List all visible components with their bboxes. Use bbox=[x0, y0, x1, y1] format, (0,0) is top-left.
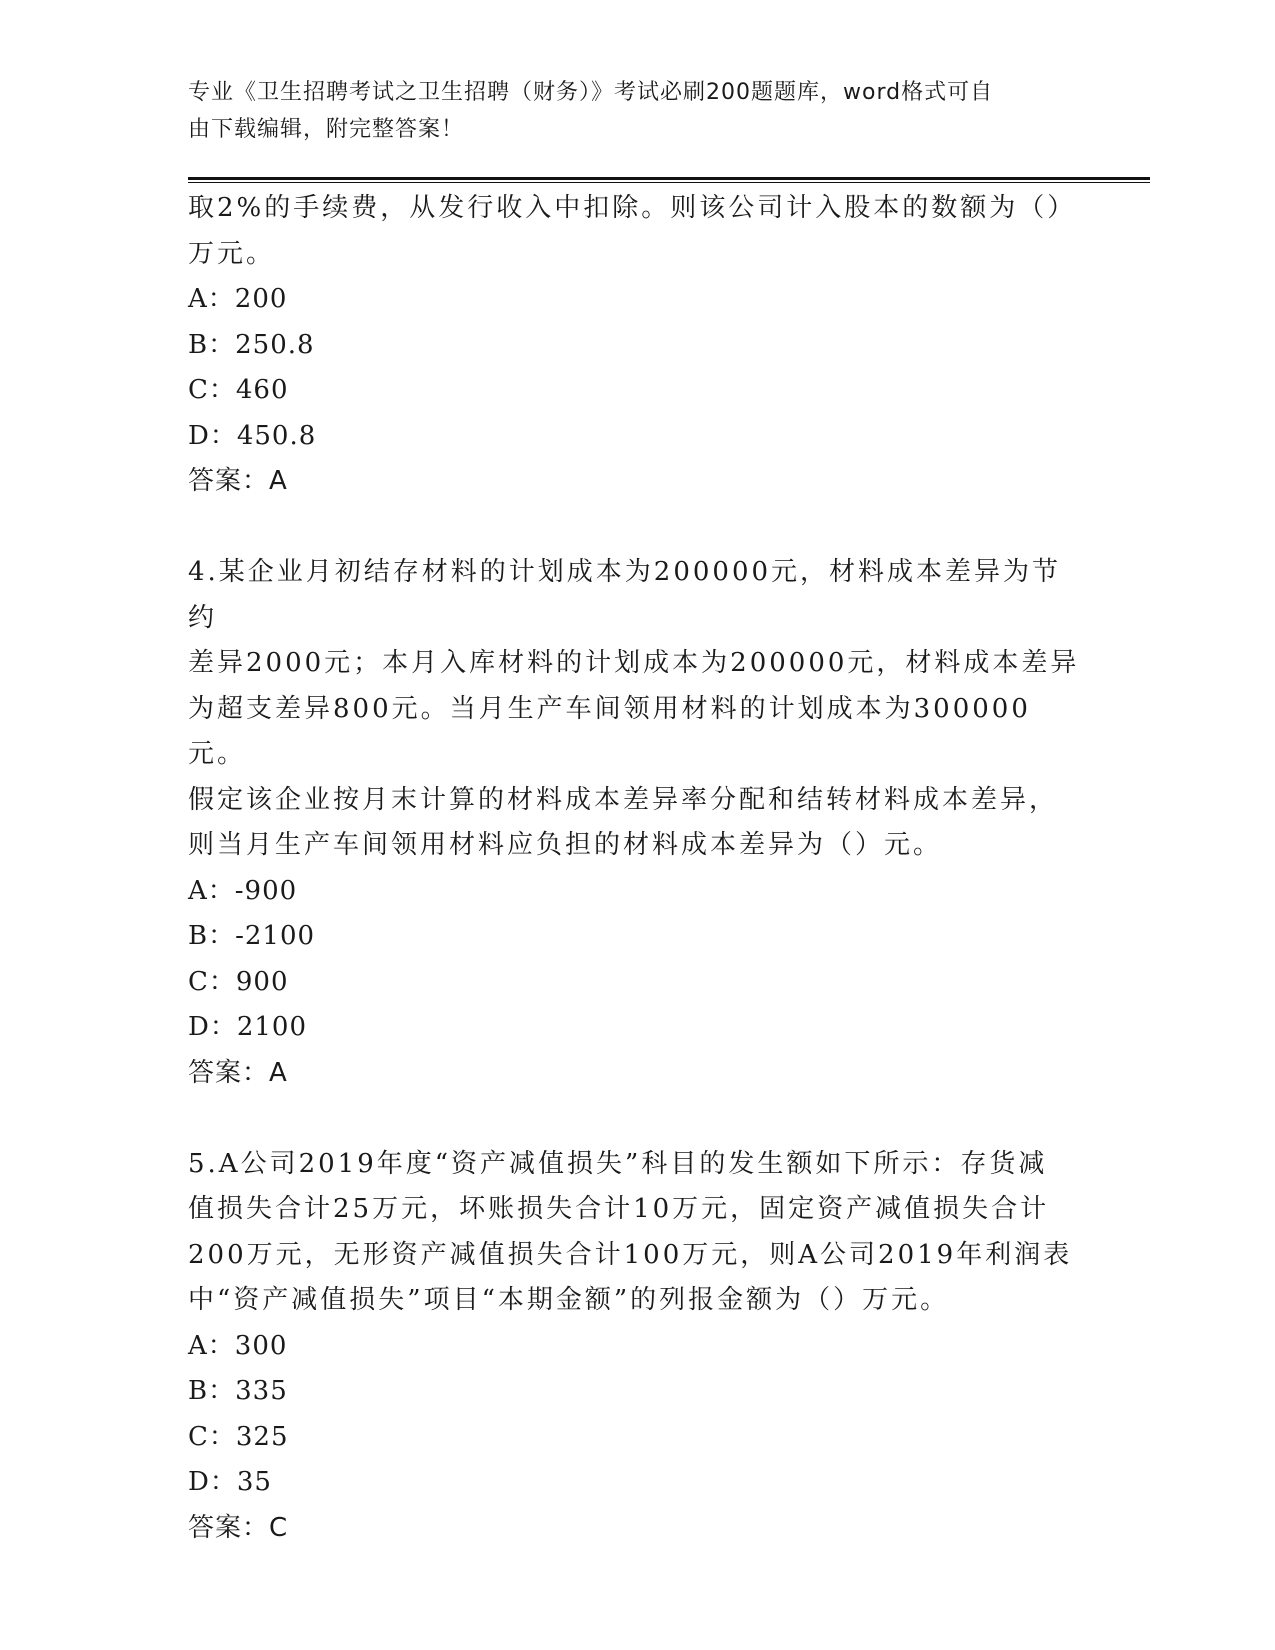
question-4 bbox=[188, 550, 1088, 1095]
option-b: B：-2100 bbox=[188, 921, 316, 951]
question-text-line: 假定该企业按月末计算的材料成本差异率分配和结转材料成本差异， bbox=[188, 784, 1059, 815]
header-divider-thin bbox=[188, 182, 1150, 183]
question-text-line: 5.A公司2019年度“资产减值损失”科目的发生额如下所示：存货减 bbox=[188, 1148, 1048, 1179]
question-list bbox=[188, 186, 1088, 1550]
question-text-line: 差异2000元；本月入库材料的计划成本为200000元，材料成本差异 bbox=[188, 648, 1080, 678]
option-d: D：35 bbox=[188, 1467, 272, 1497]
question-text-line: 200万元，无形资产减值损失合计100万元，则A公司2019年利润表 bbox=[188, 1239, 1073, 1270]
answer: 答案：A bbox=[188, 466, 288, 496]
option-a: A：200 bbox=[188, 284, 288, 314]
answer: 答案：C bbox=[188, 1512, 289, 1543]
option-a: A：-900 bbox=[188, 875, 298, 906]
option-b: B：335 bbox=[188, 1376, 288, 1406]
header-line-2: 由下载编辑，附完整答案！ bbox=[188, 117, 465, 142]
option-c: C：460 bbox=[188, 375, 289, 405]
question-text-line: 则当月生产车间领用材料应负担的材料成本差异为（）元。 bbox=[188, 830, 943, 860]
spacer bbox=[188, 1095, 1088, 1142]
option-c: C：325 bbox=[188, 1421, 289, 1452]
document-header bbox=[188, 74, 1068, 148]
option-c: C：900 bbox=[188, 966, 289, 997]
question-text-line: 值损失合计25万元，坏账损失合计10万元，固定资产减值损失合计 bbox=[188, 1194, 1050, 1224]
spacer bbox=[188, 503, 1088, 550]
answer: 答案：A bbox=[188, 1057, 288, 1088]
question-text-line: 为超支差异800元。当月生产车间领用材料的计划成本为300000元。 bbox=[188, 693, 1031, 769]
question-text-line: 中“资产减值损失”项目“本期金额”的列报金额为（）万元。 bbox=[188, 1285, 950, 1315]
question-text-line: 取2%的手续费，从发行收入中扣除。则该公司计入股本的数额为（） bbox=[188, 193, 1077, 223]
question-5 bbox=[188, 1142, 1088, 1550]
option-d: D：2100 bbox=[188, 1012, 308, 1042]
question-text-line: 万元。 bbox=[188, 238, 276, 269]
question-3 bbox=[188, 186, 1088, 503]
option-d: D：450.8 bbox=[188, 420, 317, 451]
header-divider-thick bbox=[188, 177, 1150, 180]
question-text-line: 4.某企业月初结存材料的计划成本为200000元，材料成本差异为节约 bbox=[188, 557, 1062, 633]
header-line-1: 专业《卫生招聘考试之卫生招聘（财务）》考试必刷200题题库，word格式可自 bbox=[188, 80, 994, 105]
option-a: A：300 bbox=[188, 1330, 288, 1361]
option-b: B：250.8 bbox=[188, 329, 315, 360]
